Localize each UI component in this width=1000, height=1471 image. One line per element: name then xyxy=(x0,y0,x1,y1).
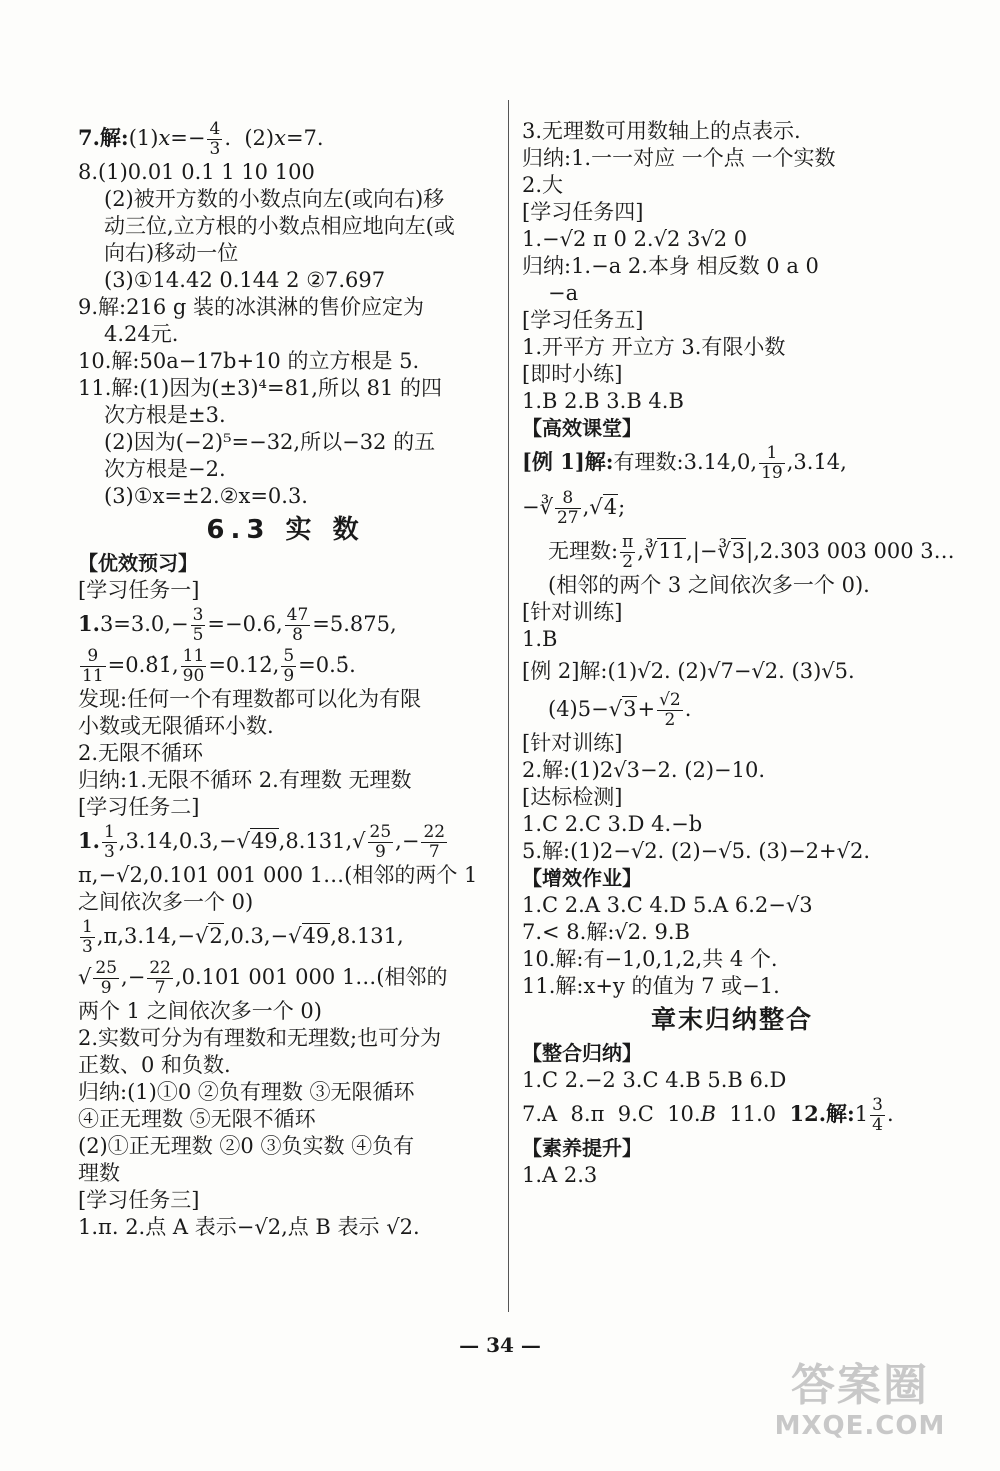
example2-line2: (4)5−√3+ $\frac{√2}{2}$ . xyxy=(548,690,692,730)
heading-zengxiao-zuoye: 【增效作业】 xyxy=(522,866,642,890)
example1-line2: −∛ $\frac{8}{27}$ ,√4; xyxy=(522,488,626,528)
zhendui-label-1: [针对训练] xyxy=(522,600,623,624)
r-line13: 1.B xyxy=(522,627,558,651)
discovery-line2: 小数或无限循环小数. xyxy=(78,714,274,738)
summary-2c: (2)①正无理数 ②0 ③负实数 ④负有 xyxy=(78,1134,415,1158)
example1-line1: [例 1]解:有理数:3.14,0, $\frac{1}{19}$ ,3.1̇4̇, xyxy=(522,443,847,483)
task-5-label: [学习任务五] xyxy=(522,308,644,332)
r-line6: −a xyxy=(548,281,579,305)
watermark-url: MXQE.COM xyxy=(774,1411,946,1441)
answer-7: 7.解:(1)x=− $\frac{4}{3}$ . (2)x=7. xyxy=(78,119,324,159)
r-line8: 1.B 2.B 3.B 4.B xyxy=(522,389,684,413)
task2-line5: √ $\frac{25}{9}$ ,− $\frac{22}{7}$ ,0.101 001 000 1…(相邻的 xyxy=(78,958,448,998)
task-1-label: [学习任务一] xyxy=(78,578,200,602)
heading-zhenghe-guina: 【整合归纳】 xyxy=(522,1041,642,1065)
r-line24: 7.A 8.π 9.C 10.B 11.0 12.解:1 $\frac{3}{4}$ . xyxy=(522,1095,894,1135)
r-line18: 5.解:(1)2−√2. (2)−√5. (3)−2+√2. xyxy=(522,839,871,863)
watermark-logo-text: 答案圈 xyxy=(791,1360,929,1411)
r-line21: 10.解:有−1,0,1,2,共 4 个. xyxy=(522,947,778,971)
answer-8-2b: 动三位,立方根的小数点相应地向左(或 xyxy=(104,214,455,238)
r-line22: 11.解:x+y 的值为 7 或−1. xyxy=(522,974,780,998)
page-number: — 34 — xyxy=(459,1333,541,1357)
task2-answer2a: 2.实数可分为有理数和无理数;也可分为 xyxy=(78,1026,442,1050)
task3-line1: 1.π. 2.点 A 表示−√2,点 B 表示 √2. xyxy=(78,1215,420,1239)
r-line3: 2.大 xyxy=(522,173,564,197)
summary-2d: 理数 xyxy=(78,1161,120,1185)
answer-8-2a: (2)被开方数的小数点向左(或向右)移 xyxy=(104,187,445,211)
answer-11: 11.解:(1)因为(±3)⁴=81,所以 81 的四 xyxy=(78,376,443,400)
answer-8-3: (3)①14.42 0.144 2 ②7.697 xyxy=(104,268,386,292)
r-line1: 3.无理数可用数轴上的点表示. xyxy=(522,119,801,143)
heading-suyang-tisheng: 【素养提升】 xyxy=(522,1136,642,1160)
task2-answer2b: 正数、0 和负数. xyxy=(78,1053,231,1077)
watermark-logo xyxy=(760,1361,960,1441)
task1-line1: 1.3=3.0,− $\frac{3}{5}$ =−0.6, $\frac{47}{8}$ =5.875, xyxy=(78,605,397,645)
right-column xyxy=(522,118,955,1189)
r-line25: 1.A 2.3 xyxy=(522,1163,598,1187)
heading-gaoxiao-ketang: 【高效课堂】 xyxy=(522,416,642,440)
task2-line4: $\frac{1}{3}$ ,π,3.14,−√2,0.3,−√49,8.131, xyxy=(82,917,404,957)
answer-9b: 4.24元. xyxy=(104,322,179,346)
summary-2b: ④正无理数 ⑤无限不循环 xyxy=(78,1107,316,1131)
example1-line4: (相邻的两个 3 之间依次多一个 0). xyxy=(548,573,870,597)
zhendui-label-2: [针对训练] xyxy=(522,731,623,755)
r-line2: 归纳:1.一一对应 一个点 一个实数 xyxy=(522,146,836,170)
column-divider xyxy=(508,100,509,1312)
task1-line2: $\frac{9}{11}$ =0.8̇1̇, $\frac{11}{90}$ =0.12̇, $\frac{5}{9}$ =0.5̇. xyxy=(82,646,356,686)
summary-1: 归纳:1.无限不循环 2.有理数 无理数 xyxy=(78,768,412,792)
jishi-label: [即时小练] xyxy=(522,362,623,386)
dabiao-label: [达标检测] xyxy=(522,785,623,809)
left-column xyxy=(78,118,493,1241)
answer-8-2c: 向右)移动一位 xyxy=(104,241,239,265)
r-line17: 1.C 2.C 3.D 4.−b xyxy=(522,812,703,836)
r-line7: 1.开平方 开立方 3.有限小数 xyxy=(522,335,786,359)
task2-line2: π,−√2,0.101 001 000 1…(相邻的两个 1 xyxy=(78,863,478,887)
answer-11-2: (2)因为(−2)⁵=−32,所以−32 的五 xyxy=(104,430,436,454)
task1-answer2: 2.无限不循环 xyxy=(78,741,204,765)
r-line23: 1.C 2.−2 3.C 4.B 5.B 6.D xyxy=(522,1068,787,1092)
task2-line3: 之间依次多一个 0) xyxy=(78,890,254,914)
r-line19: 1.C 2.A 3.C 4.D 5.A 6.2−√3 xyxy=(522,893,813,917)
answer-11-3: (3)①x=±2.②x=0.3. xyxy=(104,484,308,508)
r-line16: 2.解:(1)2√3−2. (2)−10. xyxy=(522,758,766,782)
task-3-label: [学习任务三] xyxy=(78,1188,200,1212)
example1-line3: 无理数: $\frac{\pi}{2}$ ,∛11,|−∛3|,2.303 003 000 3… xyxy=(548,532,955,572)
heading-youxiao-yuxi: 【优效预习】 xyxy=(78,551,198,575)
summary-2a: 归纳:(1)①0 ②负有理数 ③无限循环 xyxy=(78,1080,415,1104)
r-line4: 1.−√2 π 0 2.√2 3√2 0 xyxy=(522,227,748,251)
answer-11b: 次方根是±3. xyxy=(104,403,226,427)
answer-9: 9.解:216 g 装的冰淇淋的售价应定为 xyxy=(78,295,424,319)
task-2-label: [学习任务二] xyxy=(78,795,200,819)
answer-8: 8.(1)0.01 0.1 1 10 100 xyxy=(78,160,315,184)
answer-11-2b: 次方根是−2. xyxy=(104,457,226,481)
discovery-line1: 发现:任何一个有理数都可以化为有限 xyxy=(78,687,422,711)
r-line5: 归纳:1.−a 2.本身 相反数 0 a 0 xyxy=(522,254,819,278)
chapter-title: 章末归纳整合 xyxy=(650,1005,813,1034)
answer-10: 10.解:50a−17b+10 的立方根是 5. xyxy=(78,349,420,373)
r-line20: 7.< 8.解:√2. 9.B xyxy=(522,920,690,944)
task-4-label: [学习任务四] xyxy=(522,200,644,224)
example2-line1: [例 2]解:(1)√2. (2)√7−√2. (3)√5. xyxy=(522,659,855,683)
task2-line6: 两个 1 之间依次多一个 0) xyxy=(78,999,322,1023)
task2-line1: 1. $\frac{1}{3}$ ,3.14,0.3,−√49,8.131,√ $\frac{25}{9}$ ,− $\frac{22}{7}$ xyxy=(78,822,446,862)
section-title: 6.3 实 数 xyxy=(206,515,365,545)
